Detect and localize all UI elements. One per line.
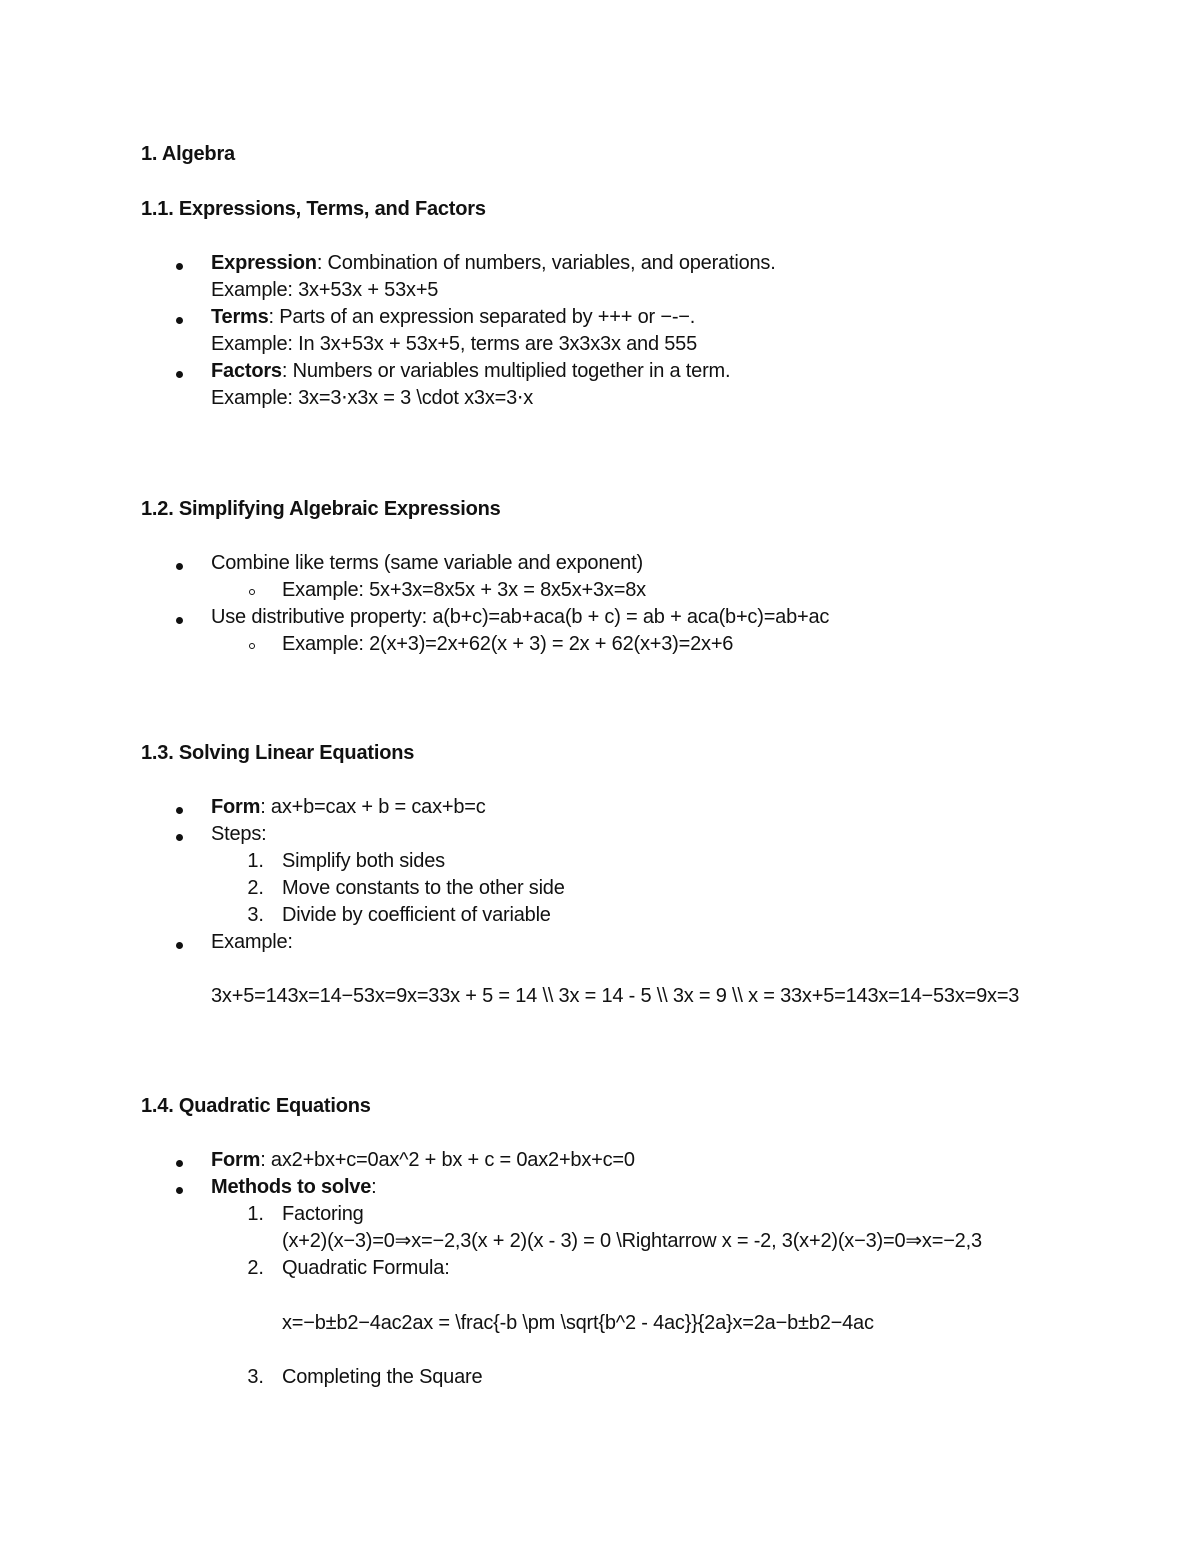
- example-equation: 3x+5=143x=14−53x=9x=33x + 5 = 14 \\ 3x = 14 - 5 \\ 3x = 9 \\ x = 33x+5=143x=14−53x=9x=3: [211, 985, 1020, 1007]
- list-item-terms: [211, 304, 697, 358]
- list-item-form: [211, 794, 486, 821]
- method-number: 2.: [247, 1257, 264, 1279]
- method-number: 3.: [247, 1366, 264, 1388]
- term-description: : ax2+bx+c=0ax^2 + bx + c = 0ax2+bx+c=0: [260, 1149, 635, 1171]
- method-detail: x=−b±b2−4ac2ax = \frac{-b \pm \sqrt{b^2 - 4ac}}{2a}x=2a−b±b2−4ac: [282, 1312, 874, 1334]
- term-example: Example: 3x=3⋅x3x = 3 \cdot x3x=3⋅x: [211, 387, 534, 409]
- sub-item-example: Example: 2(x+3)=2x+62(x + 3) = 2x + 62(x+3)=2x+6: [282, 633, 734, 655]
- section-heading-algebra: 1. Algebra: [141, 143, 235, 165]
- term-description: : ax+b=cax + b = cax+b=c: [260, 796, 486, 818]
- term-example: Example: In 3x+53x + 53x+5, terms are 3x3x3x and 555: [211, 333, 698, 355]
- term-label: Methods to solve: [211, 1176, 372, 1198]
- bullet-icon: [176, 1187, 183, 1194]
- list-item-steps: Steps:: [211, 823, 267, 845]
- term-label: Factors: [211, 360, 282, 382]
- bullet-icon: [176, 942, 183, 949]
- method-text: Quadratic Formula:: [282, 1257, 450, 1279]
- bullet-icon: [176, 317, 183, 324]
- bullet-icon: [176, 371, 183, 378]
- bullet-icon: [176, 263, 183, 270]
- term-label: Terms: [211, 306, 269, 328]
- term-label: Expression: [211, 252, 317, 274]
- bullet-icon: [176, 834, 183, 841]
- term-description: : Parts of an expression separated by +++ or −-−.: [268, 306, 696, 328]
- term-colon: :: [371, 1176, 377, 1198]
- sub-item-example: Example: 5x+3x=8x5x + 3x = 8x5x+3x=8x: [282, 579, 646, 601]
- step-number: 1.: [247, 850, 264, 872]
- subsection-heading-linear: 1.3. Solving Linear Equations: [141, 742, 415, 764]
- method-text: Completing the Square: [282, 1366, 483, 1388]
- bullet-icon: [176, 563, 183, 570]
- list-item-combine: Combine like terms (same variable and exponent): [211, 552, 643, 574]
- subsection-heading-simplifying: 1.2. Simplifying Algebraic Expressions: [141, 498, 501, 520]
- step-text: Simplify both sides: [282, 850, 445, 872]
- method-detail: (x+2)(x−3)=0⇒x=−2,3(x + 2)(x - 3) = 0 \Rightarrow x = -2, 3(x+2)(x−3)=0⇒x=−2,3: [282, 1230, 982, 1252]
- step-text: Divide by coefficient of variable: [282, 904, 551, 926]
- list-item-example: Example:: [211, 931, 293, 953]
- term-example: Example: 3x+53x + 53x+5: [211, 279, 439, 301]
- list-item-expression: [211, 250, 776, 304]
- bullet-icon: [176, 807, 183, 814]
- method-number: 1.: [247, 1203, 264, 1225]
- term-description: : Combination of numbers, variables, and operations.: [316, 252, 776, 274]
- bullet-icon: [176, 1160, 183, 1167]
- term-label: Form: [211, 1149, 261, 1171]
- step-number: 3.: [247, 904, 264, 926]
- subsection-heading-quadratic: 1.4. Quadratic Equations: [141, 1095, 371, 1117]
- sub-bullet-icon: [249, 589, 255, 595]
- list-item-distributive: Use distributive property: a(b+c)=ab+aca(b + c) = ab + aca(b+c)=ab+ac: [211, 606, 830, 628]
- list-item-factors: [211, 358, 730, 412]
- list-item-form: [211, 1147, 635, 1174]
- subsection-heading-expressions: 1.1. Expressions, Terms, and Factors: [141, 198, 486, 220]
- method-text: Factoring: [282, 1203, 364, 1225]
- term-label: Form: [211, 796, 261, 818]
- list-item-methods: [211, 1174, 377, 1201]
- term-description: : Numbers or variables multiplied together in a term.: [281, 360, 731, 382]
- step-text: Move constants to the other side: [282, 877, 565, 899]
- step-number: 2.: [247, 877, 264, 899]
- bullet-icon: [176, 617, 183, 624]
- sub-bullet-icon: [249, 643, 255, 649]
